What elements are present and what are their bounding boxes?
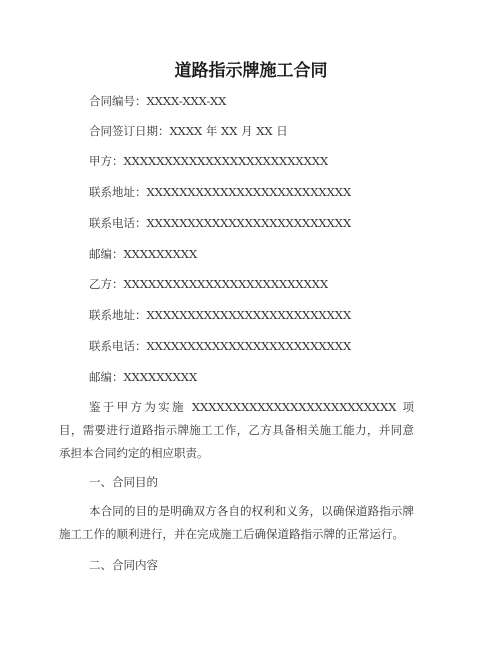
document-title: 道路指示牌施工合同 <box>174 61 328 81</box>
party-a-phone: 联系电话：XXXXXXXXXXXXXXXXXXXXXXXXX <box>89 216 352 230</box>
section-1-body: 本合同的目的是明确双方各自的权利和义务，以确保道路指示牌施工工作的顺利进行，并在完成施工后确保道路指示牌的正常运行。 <box>59 504 414 541</box>
party-b-postcode: 邮编：XXXXXXXXX <box>89 370 198 384</box>
party-a-address: 联系地址：XXXXXXXXXXXXXXXXXXXXXXXXX <box>89 185 352 199</box>
party-b-phone: 联系电话：XXXXXXXXXXXXXXXXXXXXXXXXX <box>89 339 352 353</box>
section-1-heading: 一、合同目的 <box>89 475 158 489</box>
sign-date: 合同签订日期：XXXX 年 XX 月 XX 日 <box>89 124 288 138</box>
party-b-address: 联系地址：XXXXXXXXXXXXXXXXXXXXXXXXX <box>89 308 352 322</box>
party-b: 乙方：XXXXXXXXXXXXXXXXXXXXXXXXX <box>89 277 329 291</box>
preamble-paragraph: 鉴于甲方为实施 XXXXXXXXXXXXXXXXXXXXXXXXX 项目，需要进行道路指示牌施工工作，乙方具备相关施工能力，并同意承担本合同约定的相应职责。 <box>59 400 414 460</box>
party-a-postcode: 邮编：XXXXXXXXX <box>89 247 198 261</box>
contract-number: 合同编号：XXXX-XXX-XX <box>89 94 227 108</box>
section-2-heading: 二、合同内容 <box>89 558 158 572</box>
party-a: 甲方：XXXXXXXXXXXXXXXXXXXXXXXXX <box>89 154 329 168</box>
